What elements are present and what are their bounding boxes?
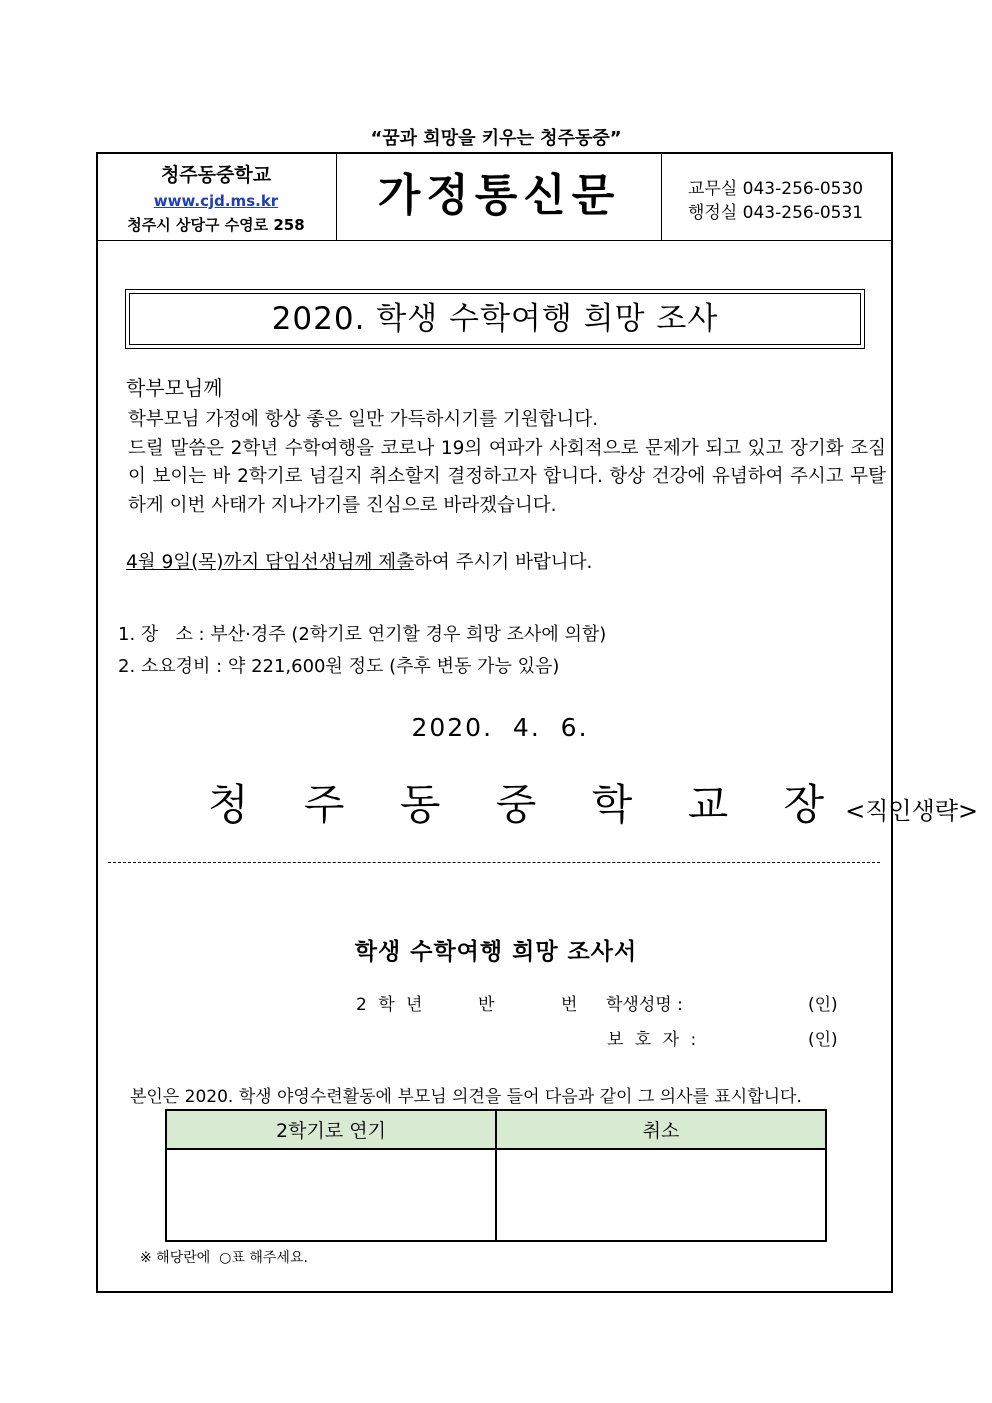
guardian-label: 보 호 자 : <box>607 1030 700 1050</box>
choice-table-header <box>166 1110 826 1149</box>
instruction-note: ※ 해당란에 ○표 해주세요. <box>140 1250 308 1266</box>
school-motto: “꿈과 희망을 키우는 청주동중” <box>370 128 622 149</box>
deadline-line <box>126 548 592 574</box>
school-name: 청주동중학교 <box>160 164 272 186</box>
school-info <box>96 152 337 240</box>
notice-paragraph-1: 학부모님 가정에 항상 좋은 일만 가득하시기를 기원합니다. <box>128 409 599 430</box>
student-name-label: 학생성명 : <box>606 995 683 1015</box>
letterhead <box>96 152 893 241</box>
consent-statement: 본인은 2020. 학생 야영수련활동에 부모님 의견을 들어 다음과 같이 그 의사를 표시합니다. <box>130 1087 802 1107</box>
option-cancel-cell[interactable] <box>496 1149 826 1241</box>
choice-table-row <box>166 1149 826 1241</box>
contact-info <box>662 152 893 240</box>
deadline-emphasis: 4월 9일(목)까지 담임선생님께 제출 <box>126 552 414 573</box>
notice-title-box <box>125 289 865 349</box>
contact-admin-office: 행정실 043-256-0531 <box>688 203 864 223</box>
option-cancel-header: 취소 <box>496 1110 826 1149</box>
student-seal-label: (인) <box>808 995 838 1015</box>
principal-title: 청 주 동 중 학 교 장 <box>208 780 846 829</box>
cut-line <box>108 862 880 863</box>
notice-paragraph-2: 드릴 말씀은 2학년 수학여행을 코로나 19의 여파가 사회적으로 문제가 되고 있고 장기화 조짐이 보이는 바 2학기로 넘길지 취소할지 결정하고자 합니다. 항상 건강에 유념하여 주시고 무탈하게 이번 사태가 지나가기를 진심으로 바라겠습니다. <box>128 437 886 516</box>
choice-table <box>165 1109 827 1242</box>
class-label: 반 <box>478 995 495 1015</box>
option-postpone-cell[interactable] <box>166 1149 496 1241</box>
deadline-rest: 하여 주시기 바랍니다. <box>413 552 593 573</box>
notice-date: 2020. 4. 6. <box>411 713 589 742</box>
principal-signature <box>208 772 978 832</box>
grade-label: 2 학 년 <box>356 995 426 1015</box>
salutation: 학부모님께 <box>126 376 223 400</box>
survey-form-title: 학생 수학여행 희망 조사서 <box>354 939 638 965</box>
notice-body <box>108 406 886 520</box>
seal-omitted-note: <직인생략> <box>845 797 979 825</box>
info-item-cost: 2. 소요경비 : 약 221,600원 정도 (추후 변동 가능 있음) <box>118 656 560 677</box>
option-postpone-header: 2학기로 연기 <box>166 1110 496 1149</box>
number-label: 번 <box>561 995 578 1015</box>
school-address: 청주시 상당구 수영로 258 <box>127 216 305 234</box>
contact-academic-office: 교무실 043-256-0530 <box>688 179 864 199</box>
newsletter-title: 가정통신문 <box>337 152 662 240</box>
guardian-seal-label: (인) <box>808 1030 838 1050</box>
school-website-link[interactable]: www.cjd.ms.kr <box>153 192 279 210</box>
info-item-location: 1. 장 소 : 부산·경주 (2학기로 연기할 경우 희망 조사에 의함) <box>118 624 607 645</box>
notice-title: 2020. 학생 수학여행 희망 조사 <box>129 293 861 345</box>
